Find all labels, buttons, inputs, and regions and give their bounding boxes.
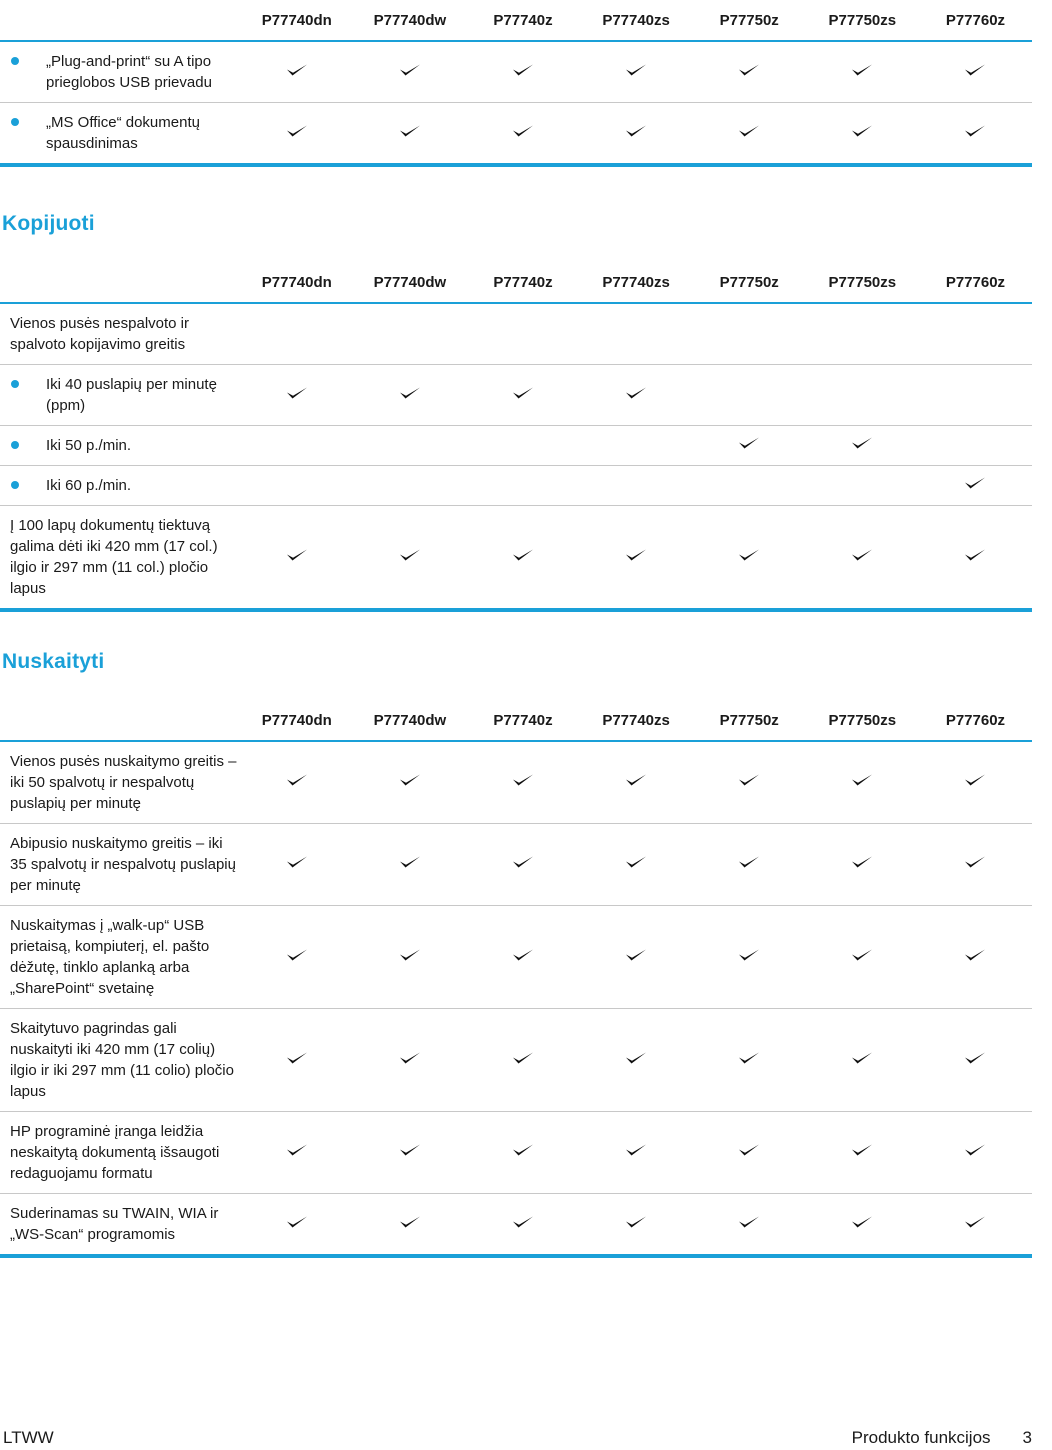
support-cell <box>240 41 353 103</box>
support-cell <box>806 365 919 426</box>
support-cell <box>693 741 806 824</box>
support-cell <box>806 1112 919 1194</box>
checkmark-icon <box>964 855 986 869</box>
model-header: P77740z <box>466 0 579 41</box>
support-cell <box>353 303 466 365</box>
feature-cell <box>0 1194 240 1257</box>
support-cell <box>919 906 1032 1009</box>
support-cell <box>693 103 806 166</box>
feature-label: Iki 60 p./min. <box>46 477 132 494</box>
support-cell <box>580 426 693 466</box>
support-cell <box>580 906 693 1009</box>
checkmark-icon <box>625 1215 647 1229</box>
support-cell <box>353 103 466 166</box>
checkmark-icon <box>964 1215 986 1229</box>
support-cell <box>353 741 466 824</box>
feature-label: „Plug-and-print“ su A tipo prieglobos USB prievadu <box>46 53 212 91</box>
checkmark-icon <box>738 124 760 138</box>
checkmark-icon <box>512 1215 534 1229</box>
support-cell <box>240 906 353 1009</box>
support-cell <box>580 1112 693 1194</box>
checkmark-icon <box>964 1051 986 1065</box>
checkmark-icon <box>851 855 873 869</box>
feature-cell <box>0 506 240 611</box>
checkmark-icon <box>851 948 873 962</box>
support-cell <box>693 506 806 611</box>
checkmark-icon <box>512 1051 534 1065</box>
feature-label: Vienos pusės nespalvoto ir spalvoto kopijavimo greitis <box>10 315 190 353</box>
support-cell <box>919 103 1032 166</box>
feature-cell <box>0 41 240 103</box>
model-header: P77740dw <box>353 700 466 741</box>
support-cell <box>353 426 466 466</box>
section-title-copy: Kopijuoti <box>2 212 95 235</box>
checkmark-icon <box>512 855 534 869</box>
checkmark-icon <box>512 386 534 400</box>
checkmark-icon <box>738 1215 760 1229</box>
checkmark-icon <box>625 1051 647 1065</box>
checkmark-icon <box>964 548 986 562</box>
checkmark-icon <box>399 63 421 77</box>
checkmark-icon <box>286 386 308 400</box>
feature-label: HP programinė įranga leidžia neskaitytą dokumentą išsaugoti redaguojamu formatu <box>10 1123 220 1182</box>
checkmark-icon <box>399 548 421 562</box>
checkmark-icon <box>286 1143 308 1157</box>
support-cell <box>240 1112 353 1194</box>
support-cell <box>693 1112 806 1194</box>
checkmark-icon <box>512 773 534 787</box>
feature-label: Į 100 lapų dokumentų tiektuvą galima dėti iki 420 mm (17 col.) ilgio ir 297 mm (11 col.) pločio lapus <box>10 517 218 597</box>
support-cell <box>466 824 579 906</box>
table-row <box>0 303 1032 365</box>
feature-label: Vienos pusės nuskaitymo greitis – iki 50 spalvotų ir nespalvotų puslapių per minutę <box>10 753 237 812</box>
checkmark-icon <box>399 855 421 869</box>
model-header: P77750z <box>693 700 806 741</box>
checkmark-icon <box>512 548 534 562</box>
support-cell <box>919 506 1032 611</box>
model-header: P77760z <box>919 0 1032 41</box>
footer-section-name: Produkto funkcijos <box>851 1428 991 1447</box>
support-cell <box>466 303 579 365</box>
support-cell <box>919 41 1032 103</box>
model-header: P77740z <box>466 700 579 741</box>
support-cell <box>919 1112 1032 1194</box>
support-cell <box>580 103 693 166</box>
model-header: P77760z <box>919 262 1032 303</box>
checkmark-icon <box>738 63 760 77</box>
support-cell <box>806 426 919 466</box>
header-feature-cell <box>0 0 240 41</box>
checkmark-icon <box>399 1143 421 1157</box>
header-feature-cell <box>0 700 240 741</box>
support-cell <box>693 906 806 1009</box>
checkmark-icon <box>738 855 760 869</box>
checkmark-icon <box>286 1051 308 1065</box>
support-cell <box>353 365 466 426</box>
support-cell <box>580 1194 693 1257</box>
feature-label: Iki 40 puslapių per minutę (ppm) <box>46 376 217 414</box>
table-header-row <box>0 262 1032 303</box>
checkmark-icon <box>512 1143 534 1157</box>
feature-label: Nuskaitymas į „walk-up“ USB prietaisą, kompiuterį, el. pašto dėžutę, tinklo aplanką arba „SharePoint“ svetainę <box>10 917 210 997</box>
table-row <box>0 824 1032 906</box>
bullet-dot-icon <box>11 380 19 388</box>
table-row <box>0 1009 1032 1112</box>
support-cell <box>240 426 353 466</box>
checkmark-icon <box>851 124 873 138</box>
checkmark-icon <box>286 1215 308 1229</box>
support-cell <box>693 426 806 466</box>
checkmark-icon <box>851 436 873 450</box>
feature-cell <box>0 426 240 466</box>
support-cell <box>693 1009 806 1112</box>
support-cell <box>240 303 353 365</box>
support-cell <box>919 824 1032 906</box>
support-cell <box>806 906 919 1009</box>
bullet-dot-icon <box>11 118 19 126</box>
checkmark-icon <box>625 63 647 77</box>
support-cell <box>353 506 466 611</box>
table-row <box>0 103 1032 166</box>
support-cell <box>466 1112 579 1194</box>
support-cell <box>353 466 466 506</box>
bullet-dot-icon <box>11 57 19 65</box>
checkmark-icon <box>851 773 873 787</box>
support-cell <box>693 365 806 426</box>
table-row <box>0 1112 1032 1194</box>
checkmark-icon <box>964 124 986 138</box>
feature-cell <box>0 906 240 1009</box>
checkmark-icon <box>851 1051 873 1065</box>
feature-cell <box>0 741 240 824</box>
table-row <box>0 1194 1032 1257</box>
feature-cell <box>0 365 240 426</box>
checkmark-icon <box>964 773 986 787</box>
support-cell <box>580 824 693 906</box>
support-cell <box>806 741 919 824</box>
feature-cell <box>0 103 240 166</box>
checkmark-icon <box>851 63 873 77</box>
section-title-scan: Nuskaityti <box>2 650 105 673</box>
support-cell <box>580 303 693 365</box>
support-cell <box>353 906 466 1009</box>
support-cell <box>240 466 353 506</box>
checkmark-icon <box>851 1215 873 1229</box>
checkmark-icon <box>286 548 308 562</box>
support-cell <box>353 41 466 103</box>
checkmark-icon <box>399 773 421 787</box>
support-cell <box>919 426 1032 466</box>
checkmark-icon <box>738 436 760 450</box>
support-cell <box>466 741 579 824</box>
support-cell <box>466 1009 579 1112</box>
model-header: P77740dw <box>353 262 466 303</box>
model-header: P77750zs <box>806 0 919 41</box>
feature-cell <box>0 1009 240 1112</box>
support-cell <box>466 365 579 426</box>
support-cell <box>806 41 919 103</box>
checkmark-icon <box>738 948 760 962</box>
support-cell <box>466 41 579 103</box>
model-header: P77740zs <box>580 0 693 41</box>
support-cell <box>919 365 1032 426</box>
model-header: P77750zs <box>806 262 919 303</box>
support-cell <box>466 466 579 506</box>
feature-cell <box>0 303 240 365</box>
checkmark-icon <box>625 386 647 400</box>
support-cell <box>353 824 466 906</box>
checkmark-icon <box>738 1051 760 1065</box>
support-cell <box>580 365 693 426</box>
support-cell <box>693 1194 806 1257</box>
table-row <box>0 506 1032 611</box>
feature-cell <box>0 1112 240 1194</box>
support-cell <box>240 741 353 824</box>
table-row <box>0 41 1032 103</box>
table-header-row <box>0 0 1032 41</box>
checkmark-icon <box>625 948 647 962</box>
support-cell <box>806 466 919 506</box>
support-cell <box>240 824 353 906</box>
support-cell <box>240 103 353 166</box>
feature-label: Iki 50 p./min. <box>46 437 132 454</box>
feature-label: Suderinamas su TWAIN, WIA ir „WS-Scan“ programomis <box>10 1205 219 1243</box>
support-cell <box>240 1194 353 1257</box>
feature-cell <box>0 466 240 506</box>
model-header: P77740dn <box>240 700 353 741</box>
support-cell <box>466 906 579 1009</box>
feature-label: Skaitytuvo pagrindas gali nuskaityti iki 420 mm (17 colių) ilgio ir iki 297 mm (11 colio) pločio lapus <box>10 1020 234 1100</box>
checkmark-icon <box>851 548 873 562</box>
model-header: P77750z <box>693 262 806 303</box>
checkmark-icon <box>738 773 760 787</box>
checkmark-icon <box>738 1143 760 1157</box>
table-row <box>0 365 1032 426</box>
support-cell <box>353 1194 466 1257</box>
table-row <box>0 426 1032 466</box>
checkmark-icon <box>964 1143 986 1157</box>
model-header: P77740dn <box>240 262 353 303</box>
support-cell <box>806 1009 919 1112</box>
checkmark-icon <box>286 63 308 77</box>
support-cell <box>806 506 919 611</box>
support-cell <box>693 824 806 906</box>
table-row <box>0 906 1032 1009</box>
checkmark-icon <box>625 124 647 138</box>
bullet-dot-icon <box>11 441 19 449</box>
support-cell <box>240 506 353 611</box>
copy-features-table <box>0 262 1032 612</box>
table-row <box>0 466 1032 506</box>
model-header: P77750z <box>693 0 806 41</box>
feature-cell <box>0 824 240 906</box>
support-cell <box>580 466 693 506</box>
support-cell <box>919 741 1032 824</box>
support-cell <box>806 824 919 906</box>
feature-label: „MS Office“ dokumentų spausdinimas <box>46 114 200 152</box>
support-cell <box>580 506 693 611</box>
checkmark-icon <box>625 1143 647 1157</box>
header-feature-cell <box>0 262 240 303</box>
checkmark-icon <box>512 124 534 138</box>
support-cell <box>240 1009 353 1112</box>
support-cell <box>466 506 579 611</box>
model-header: P77740dn <box>240 0 353 41</box>
checkmark-icon <box>399 124 421 138</box>
footer-page-number: 3 <box>1022 1428 1032 1447</box>
model-header: P77740dw <box>353 0 466 41</box>
model-header: P77740zs <box>580 700 693 741</box>
support-cell <box>580 41 693 103</box>
support-cell <box>580 741 693 824</box>
checkmark-icon <box>625 773 647 787</box>
scan-features-table <box>0 700 1032 1258</box>
checkmark-icon <box>399 948 421 962</box>
support-cell <box>693 466 806 506</box>
support-cell <box>240 365 353 426</box>
checkmark-icon <box>625 855 647 869</box>
support-cell <box>806 303 919 365</box>
checkmark-icon <box>399 1215 421 1229</box>
support-cell <box>693 303 806 365</box>
support-cell <box>806 103 919 166</box>
footer-doc-code: LTWW <box>3 1428 54 1447</box>
checkmark-icon <box>512 948 534 962</box>
checkmark-icon <box>964 63 986 77</box>
checkmark-icon <box>738 548 760 562</box>
checkmark-icon <box>286 773 308 787</box>
print-features-table <box>0 0 1032 167</box>
model-header: P77750zs <box>806 700 919 741</box>
checkmark-icon <box>851 1143 873 1157</box>
checkmark-icon <box>964 476 986 490</box>
feature-label: Abipusio nuskaitymo greitis – iki 35 spalvotų ir nespalvotų puslapių per minutę <box>10 835 236 894</box>
support-cell <box>919 303 1032 365</box>
table-header-row <box>0 700 1032 741</box>
checkmark-icon <box>286 948 308 962</box>
support-cell <box>466 103 579 166</box>
support-cell <box>466 426 579 466</box>
checkmark-icon <box>625 548 647 562</box>
support-cell <box>353 1009 466 1112</box>
model-header: P77760z <box>919 700 1032 741</box>
checkmark-icon <box>286 124 308 138</box>
checkmark-icon <box>964 948 986 962</box>
support-cell <box>806 1194 919 1257</box>
support-cell <box>919 1194 1032 1257</box>
support-cell <box>693 41 806 103</box>
table-row <box>0 741 1032 824</box>
checkmark-icon <box>512 63 534 77</box>
page-footer <box>0 1428 1032 1450</box>
checkmark-icon <box>399 1051 421 1065</box>
bullet-dot-icon <box>11 481 19 489</box>
checkmark-icon <box>286 855 308 869</box>
support-cell <box>580 1009 693 1112</box>
support-cell <box>919 1009 1032 1112</box>
footer-right <box>852 1428 1032 1448</box>
model-header: P77740z <box>466 262 579 303</box>
model-header: P77740zs <box>580 262 693 303</box>
checkmark-icon <box>399 386 421 400</box>
support-cell <box>919 466 1032 506</box>
support-cell <box>466 1194 579 1257</box>
support-cell <box>353 1112 466 1194</box>
